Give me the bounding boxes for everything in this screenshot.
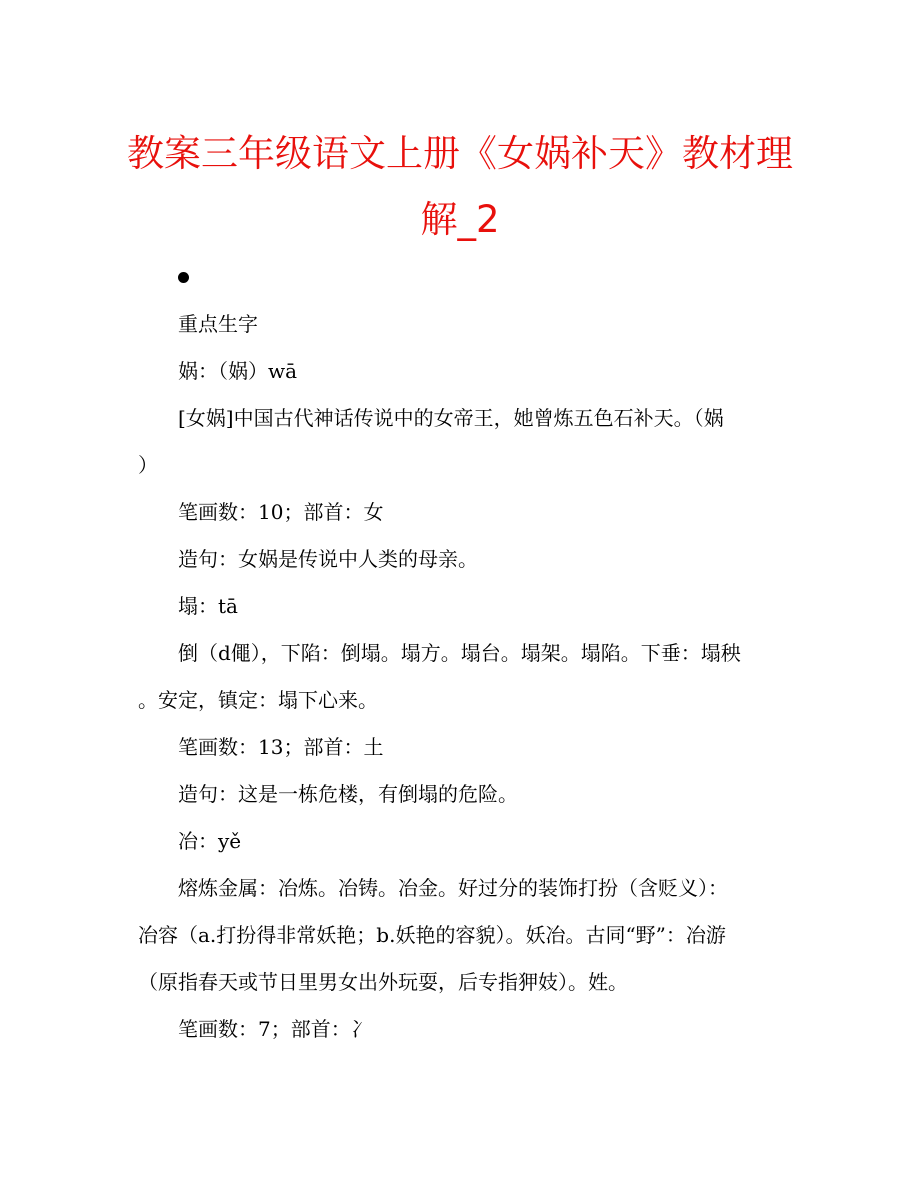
body-line: ） <box>138 453 158 477</box>
body-line: 熔炼金属：冶炼。冶铸。冶金。好过分的装饰打扮（含贬义）： <box>178 876 728 900</box>
body-line: 笔画数：10；部首：女 <box>178 500 384 524</box>
body-line: 造句：女娲是传说中人类的母亲。 <box>178 547 478 571</box>
body-line: 冶：yě <box>178 829 242 853</box>
body-line: 塌：tā <box>178 594 238 618</box>
body-line: 笔画数：13；部首：土 <box>178 735 384 759</box>
document-title-line-1: 教案三年级语文上册《女娲补天》教材理 <box>127 132 793 175</box>
bullet-icon <box>178 272 189 283</box>
body-line: [女娲]中国古代神话传说中的女帝王，她曾炼五色石补天。（娲 <box>178 406 724 430</box>
body-line: 冶容（a.打扮得非常妖艳；b.妖艳的容貌）。妖冶。古同“野”：冶游 <box>138 923 726 947</box>
section-heading: 重点生字 <box>178 312 258 336</box>
body-line: 造句：这是一栋危楼，有倒塌的危险。 <box>178 782 518 806</box>
body-line: （原指春天或节日里男女出外玩耍，后专指狎妓）。姓。 <box>138 970 628 994</box>
body-line: 笔画数：7；部首：冫 <box>178 1017 371 1041</box>
document-title-line-2: 解_2 <box>420 198 500 241</box>
body-line: 倒（d僶），下陷：倒塌。塌方。塌台。塌架。塌陷。下垂：塌秧 <box>178 641 741 665</box>
body-line: 。安定，镇定：塌下心来。 <box>138 688 378 712</box>
body-line: 娲：（娲）wā <box>178 359 298 383</box>
